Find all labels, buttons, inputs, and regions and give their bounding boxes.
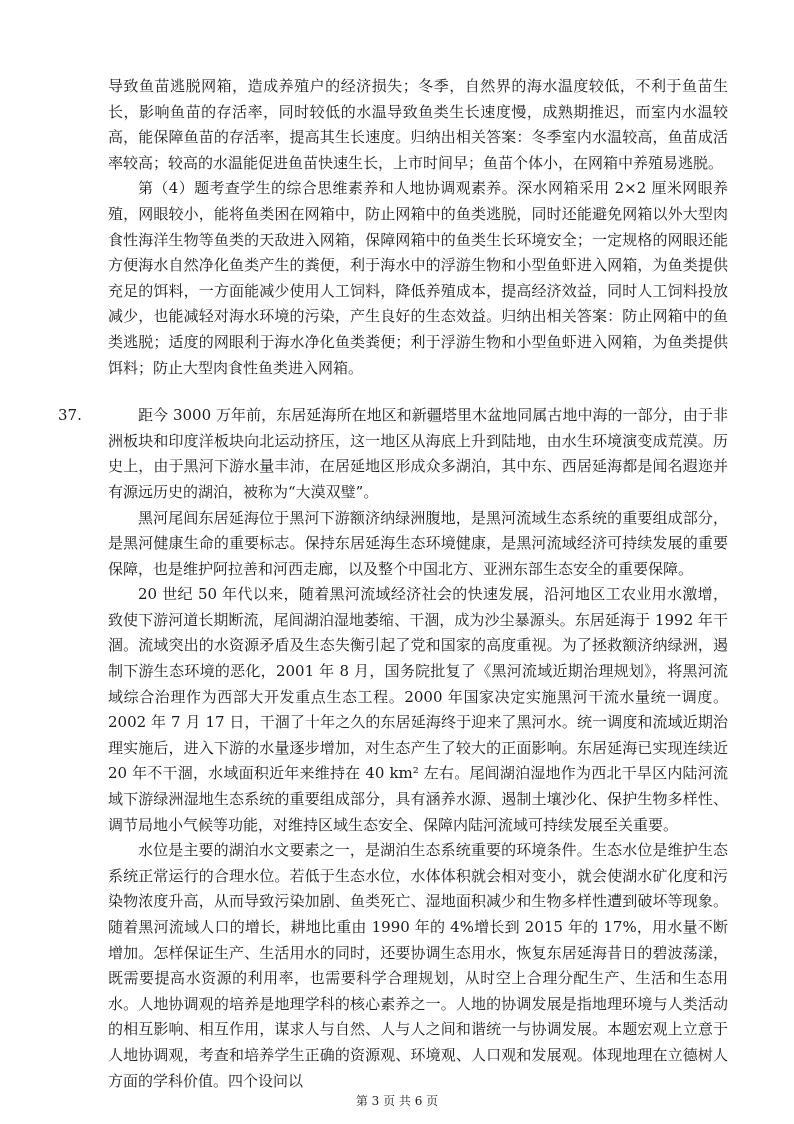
page-footer: 第 3 页 共 6 页 [355,1094,439,1108]
page-content [58,74,728,1094]
question-paragraph: 20 世纪 50 年代以来，随着黑河流域经济社会的快速发展，沿河地区工农业用水激增，致使下游河道长期断流，尾闾湖泊湿地萎缩、干涸，成为沙尘暴源头。东居延海于 1992 年干涸。流域突出的水资源矛盾及生态失衡引起了党和国家的高度重视。为了拯救额济纳绿洲，遏制下游生态环境的恶化，2001 年 8 月，国务院批复了《黑河流域近期治理规划》，将黑河流域综合治理作为西部大开发重点生态工程。2000 年国家决定实施黑河干流水量统一调度。2002 年 7 月 17 日，干涸了十年之久的东居延海终于迎来了黑河水。统一调度和流域近期治理实施后，进入下游的水量逐步增加，对生态产生了较大的正面影响。东居延海已实现连续近 20 年不干涸，水域面积近年来维持在 40 km² 左右。尾闾湖泊湿地作为西北干旱区内陆河流域下游绿洲湿地生态系统的重要组成部分，具有涵养水源、遏制土壤沙化、保护生物多样性、调节局地小气候等功能，对维持区域生态安全、保障内陆河流域可持续发展至关重要。 [108,585,728,834]
paragraph-question-4-analysis: 第（4）题考查学生的综合思维素养和人地协调观素养。深水网箱采用 2×2 厘米网眼养殖，网眼较小，能将鱼类困在网箱中，防止网箱中的鱼类逃脱，同时还能避免网箱以外大型肉食性海洋生物等鱼类的天敌进入网箱，保障网箱中的鱼类生长环境安全；一定规格的网眼还能方便海水自然净化鱼类产生的粪便，利于海水中的浮游生物和小型鱼虾进入网箱，为鱼类提供充足的饵料，一方面能减少使用人工饲料，降低养殖成本，提高经济效益，同时人工饲料投放减少，也能减轻对海水环境的污染，产生良好的生态效益。归纳出相关答案：防止网箱中的鱼类逃脱；适度的网眼利于海水净化鱼类粪便；利于浮游生物和小型鱼虾进入网箱，为鱼类提供饵料；防止大型肉食性鱼类进入网箱。 [108,179,728,377]
question-paragraph: 黑河尾闾东居延海位于黑河下游额济纳绿洲腹地，是黑河流域生态系统的重要组成部分，是黑河健康生命的重要标志。保持东居延海生态环境健康，是黑河流域经济可持续发展的重要保障，也是维护阿拉善和河西走廊，以及整个中国北方、亚洲东部生态安全的重要保障。 [108,508,728,578]
question-paragraph: 距今 3000 万年前，东居延海所在地区和新疆塔里木盆地同属古地中海的一部分，由于非洲板块和印度洋板块向北运动挤压，这一地区从海底上升到陆地，由水生环境演变成荒漠。历史上，由于黑河下游水量丰沛，在居延地区形成众多湖泊，其中东、西居延海都是闻名遐迩并有源远历史的湖泊，被称为“大漠双璧”。 [108,406,728,501]
question-37 [58,403,728,1094]
question-number: 37. [58,406,82,425]
paragraph-answer-continuation: 导致鱼苗逃脱网箱，造成养殖户的经济损失；冬季，自然界的海水温度较低，不利于鱼苗生长，影响鱼苗的存活率，同时较低的水温导致鱼类生长速度慢，成熟期推迟，而室内水温较高，能保障鱼苗的存活率，提高其生长速度。归纳出相关答案：冬季室内水温较高，鱼苗成活率较高；较高的水温能促进鱼苗快速生长，上市时间早；鱼苗个体小，在网箱中养殖易逃脱。 [108,77,728,172]
question-paragraph: 水位是主要的湖泊水文要素之一，是湖泊生态系统重要的环境条件。生态水位是维护生态系统正常运行的合理水位。若低于生态水位，水体体积就会相对变小，就会使湖水矿化度和污染物浓度升高，从而导致污染加剧、鱼类死亡、湿地面积减少和生物多样性遭到破坏等现象。随着黑河流域人口的增长，耕地比重由 1990 年的 4%增长到 2015 年的 17%，用水量不断增加。怎样保证生产、生活用水的同时，还要协调生态用水，恢复东居延海昔日的碧波荡漾，既需要提高水资源的利用率，也需要科学合理规划，从时空上合理分配生产、生活和生态用水。人地协调观的培养是地理学科的核心素养之一。人地的协调发展是指地理环境与人类活动的相互影响、相互作用，谋求人与自然、人与人之间和谐统一与协调发展。本题宏观上立意于人地协调观，考查和培养学生正确的资源观、环境观、人口观和发展观。体现地理在立德树人方面的学科价值。四个设问以 [108,841,728,1090]
